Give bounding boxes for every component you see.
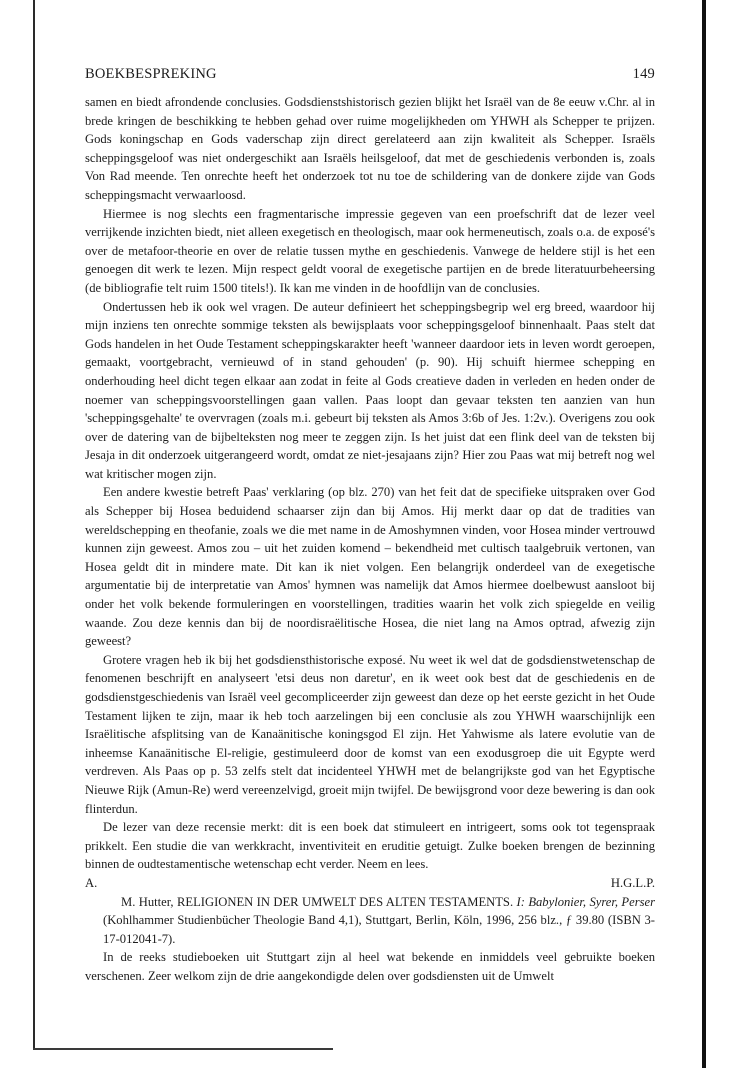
reviewer-initials: H.G.L.P. xyxy=(610,875,655,890)
paragraph-impression: Hiermee is nog slechts een fragmentarische impressie gegeven van een proefschrift dat de lezer veel verrijkende inzichten biedt, niet alleen exegetisch en theologisch, maar ook hermeneutisch, zoals o.a. de exposé's over de metafoor-theorie en over de relatie tussen mythe en geschiedenis. Vanwege de heldere stijl is het een genoegen dit werk te lezen. Mijn respect geldt vooral de exegetische partijen en de brede literatuurbeheersing (de bibliografie telt ruim 1500 titels!). Ik kan me vinden in de hoofdlijn van de conclusies. xyxy=(85,206,655,295)
next-review-publication: (Kohlhammer Studienbücher Theologie Band 4,1), Stuttgart, Berlin, Köln, 1996, 256 blz., ƒ 39.80 (ISBN 3-17-012041-7). xyxy=(103,913,655,946)
scan-edge-bottom xyxy=(33,1048,333,1050)
running-head-title: BOEKBESPREKING xyxy=(85,66,217,82)
page-number: 149 xyxy=(632,66,655,82)
running-head xyxy=(85,66,655,83)
signoff xyxy=(85,874,655,893)
next-review-author: M. Hutter, xyxy=(121,894,174,909)
next-review-title: RELIGIONEN IN DER UMWELT DES ALTEN TESTAMENTS. xyxy=(177,894,514,909)
signoff-left: A. xyxy=(85,875,98,890)
paragraph-closing: De lezer van deze recensie merkt: dit is een boek dat stimuleert en intrigeert, soms ook tot tegenspraak prikkelt. Een studie die van werkkracht, inventiviteit en eruditie getuigt. Zulke boeken brengen de bezinning binnen de oudtestamentische wetenschap echt verder. Neem en lees. xyxy=(85,820,655,872)
paragraph-questions: Ondertussen heb ik ook wel vragen. De auteur definieert het scheppingsbegrip wel erg breed, waardoor hij mijn inziens ten onrechte sommige teksten als bewijsplaats voor scheppingsgeloof binnenhaalt. Paas stelt dat Gods handelen in het Oude Testament scheppingskarakter heeft 'wanneer daardoor iets in leven wordt geroepen, gemaakt, voortgebracht, vernieuwd of in stand gehouden' (p. 90). Hij schuift hiermee schepping en onderhouding heel dicht tegen elkaar aan zodat in feite al Gods creatieve daden in verleden en heden onder de noemer van scheppingsvoorstellingen gaan vallen. Paas loopt dan gevaar teksten ten aanzien van hun 'scheppingsgehalte' te overvragen (zoals m.i. gebeurt bij teksten als Amos 3:6b of Jes. 1:2v.). Overigens zou ook over de datering van de bijbelteksten nog meer te zeggen zijn. Is het juist dat een flink deel van de teksten bij Jesaja in dit onderzoek uitgerangeerd wordt, omdat ze niet-jesajaans zijn? Hier zou Paas wat mij betreft nog wel wat kritischer mogen zijn. xyxy=(85,299,655,481)
scan-edge-right xyxy=(702,0,706,1068)
paragraph-conclusions: samen en biedt afrondende conclusies. Godsdienstshistorisch gezien blijkt het Israël van de 8e eeuw v.Chr. al in brede kringen de beschikking te hebben gehad over ruime mogelijkheden om YHWH als Schepper te prijzen. Gods koningschap en Gods vaderschap zijn direct gerelateerd aan zijn kwaliteit als Schepper. Israëls scheppingsgeloof was niet ondergeschikt aan Israëls heilsgeloof, dat met de geschiedenis verbonden is, zoals Von Rad meende. Ten onrechte heeft het onderzoek tot nu toe de schildering van de donkere zijde van Gods scheppingsmacht verwaarloosd. xyxy=(85,95,655,202)
paragraph-hosea: Een andere kwestie betreft Paas' verklaring (op blz. 270) van het feit dat de specifieke uitspraken over God als Schepper bij Hosea beduidend schaarser zijn dan bij Amos. Hij merkt daar op dat de tradities van wereldschepping en theofanie, zoals we die met name in de Amoshymnen vinden, voor Hosea minder vertrouwd kunnen zijn geweest. Amos zou – uit het zuiden komend – bekendheid met cultisch taalgebruik vertonen, van Hosea geldt dit in mindere mate. Dit kan ik niet volgen. Een belangrijk onderdeel van de exegetische argumentatie bij de interpretatie van Amos' hymnen was namelijk dat Amos hiermee doelbewust aansloot bij onder het volk bekende formuleringen en voorstellingen, tradities waarin het volk zich spiegelde en veilig waande. Zou deze kennis dan bij de noordisraëlitische Hosea, die niet lang na Amos optrad, afwezig zijn geweest? xyxy=(85,485,655,649)
next-review-opening: In de reeks studieboeken uit Stuttgart zijn al heel wat bekende en inmiddels veel gebruikte boeken verschenen. Zeer welkom zijn de drie aangekondigde delen over godsdiensten uit de Umwelt xyxy=(85,950,655,983)
next-review-subtitle: I: Babylonier, Syrer, Perser xyxy=(516,894,656,909)
next-review-heading xyxy=(85,893,655,949)
paragraph-history: Grotere vragen heb ik bij het godsdiensthistorische exposé. Nu weet ik wel dat de godsdienstwetenschap de fenomenen beschrijft en analyseert 'etsi deus non daretur', en ik weet ook best dat de geschiedenis en de godsdienstgeschiedenis van Israël veel gecompliceerder zijn geweest dan deze op het eerste gezicht in het Oude Testament lijken te zijn, maar ik heb toch aarzelingen bij een conclusie als zou YHWH waarschijnlijk een Israëlitische afsplitsing van de Kanaänitische koningsgod El zijn. Het Yahwisme als latere evolutie van de inheemse Kanaänitische El-religie, gestimuleerd door de komst van een exodusgroep die uit Egypte werd verdreven. Als Paas op p. 53 zelfs stelt dat incidenteel YHWH met de belangrijkste god van het Egyptische Nieuwe Rijk (Amun-Re) werd vereenzelvigd, groeit mijn twijfel. De bewijsgrond voor deze bewering is dan ook flinterdun. xyxy=(85,652,655,816)
scan-edge-left xyxy=(33,0,35,1050)
review-body xyxy=(85,93,655,986)
